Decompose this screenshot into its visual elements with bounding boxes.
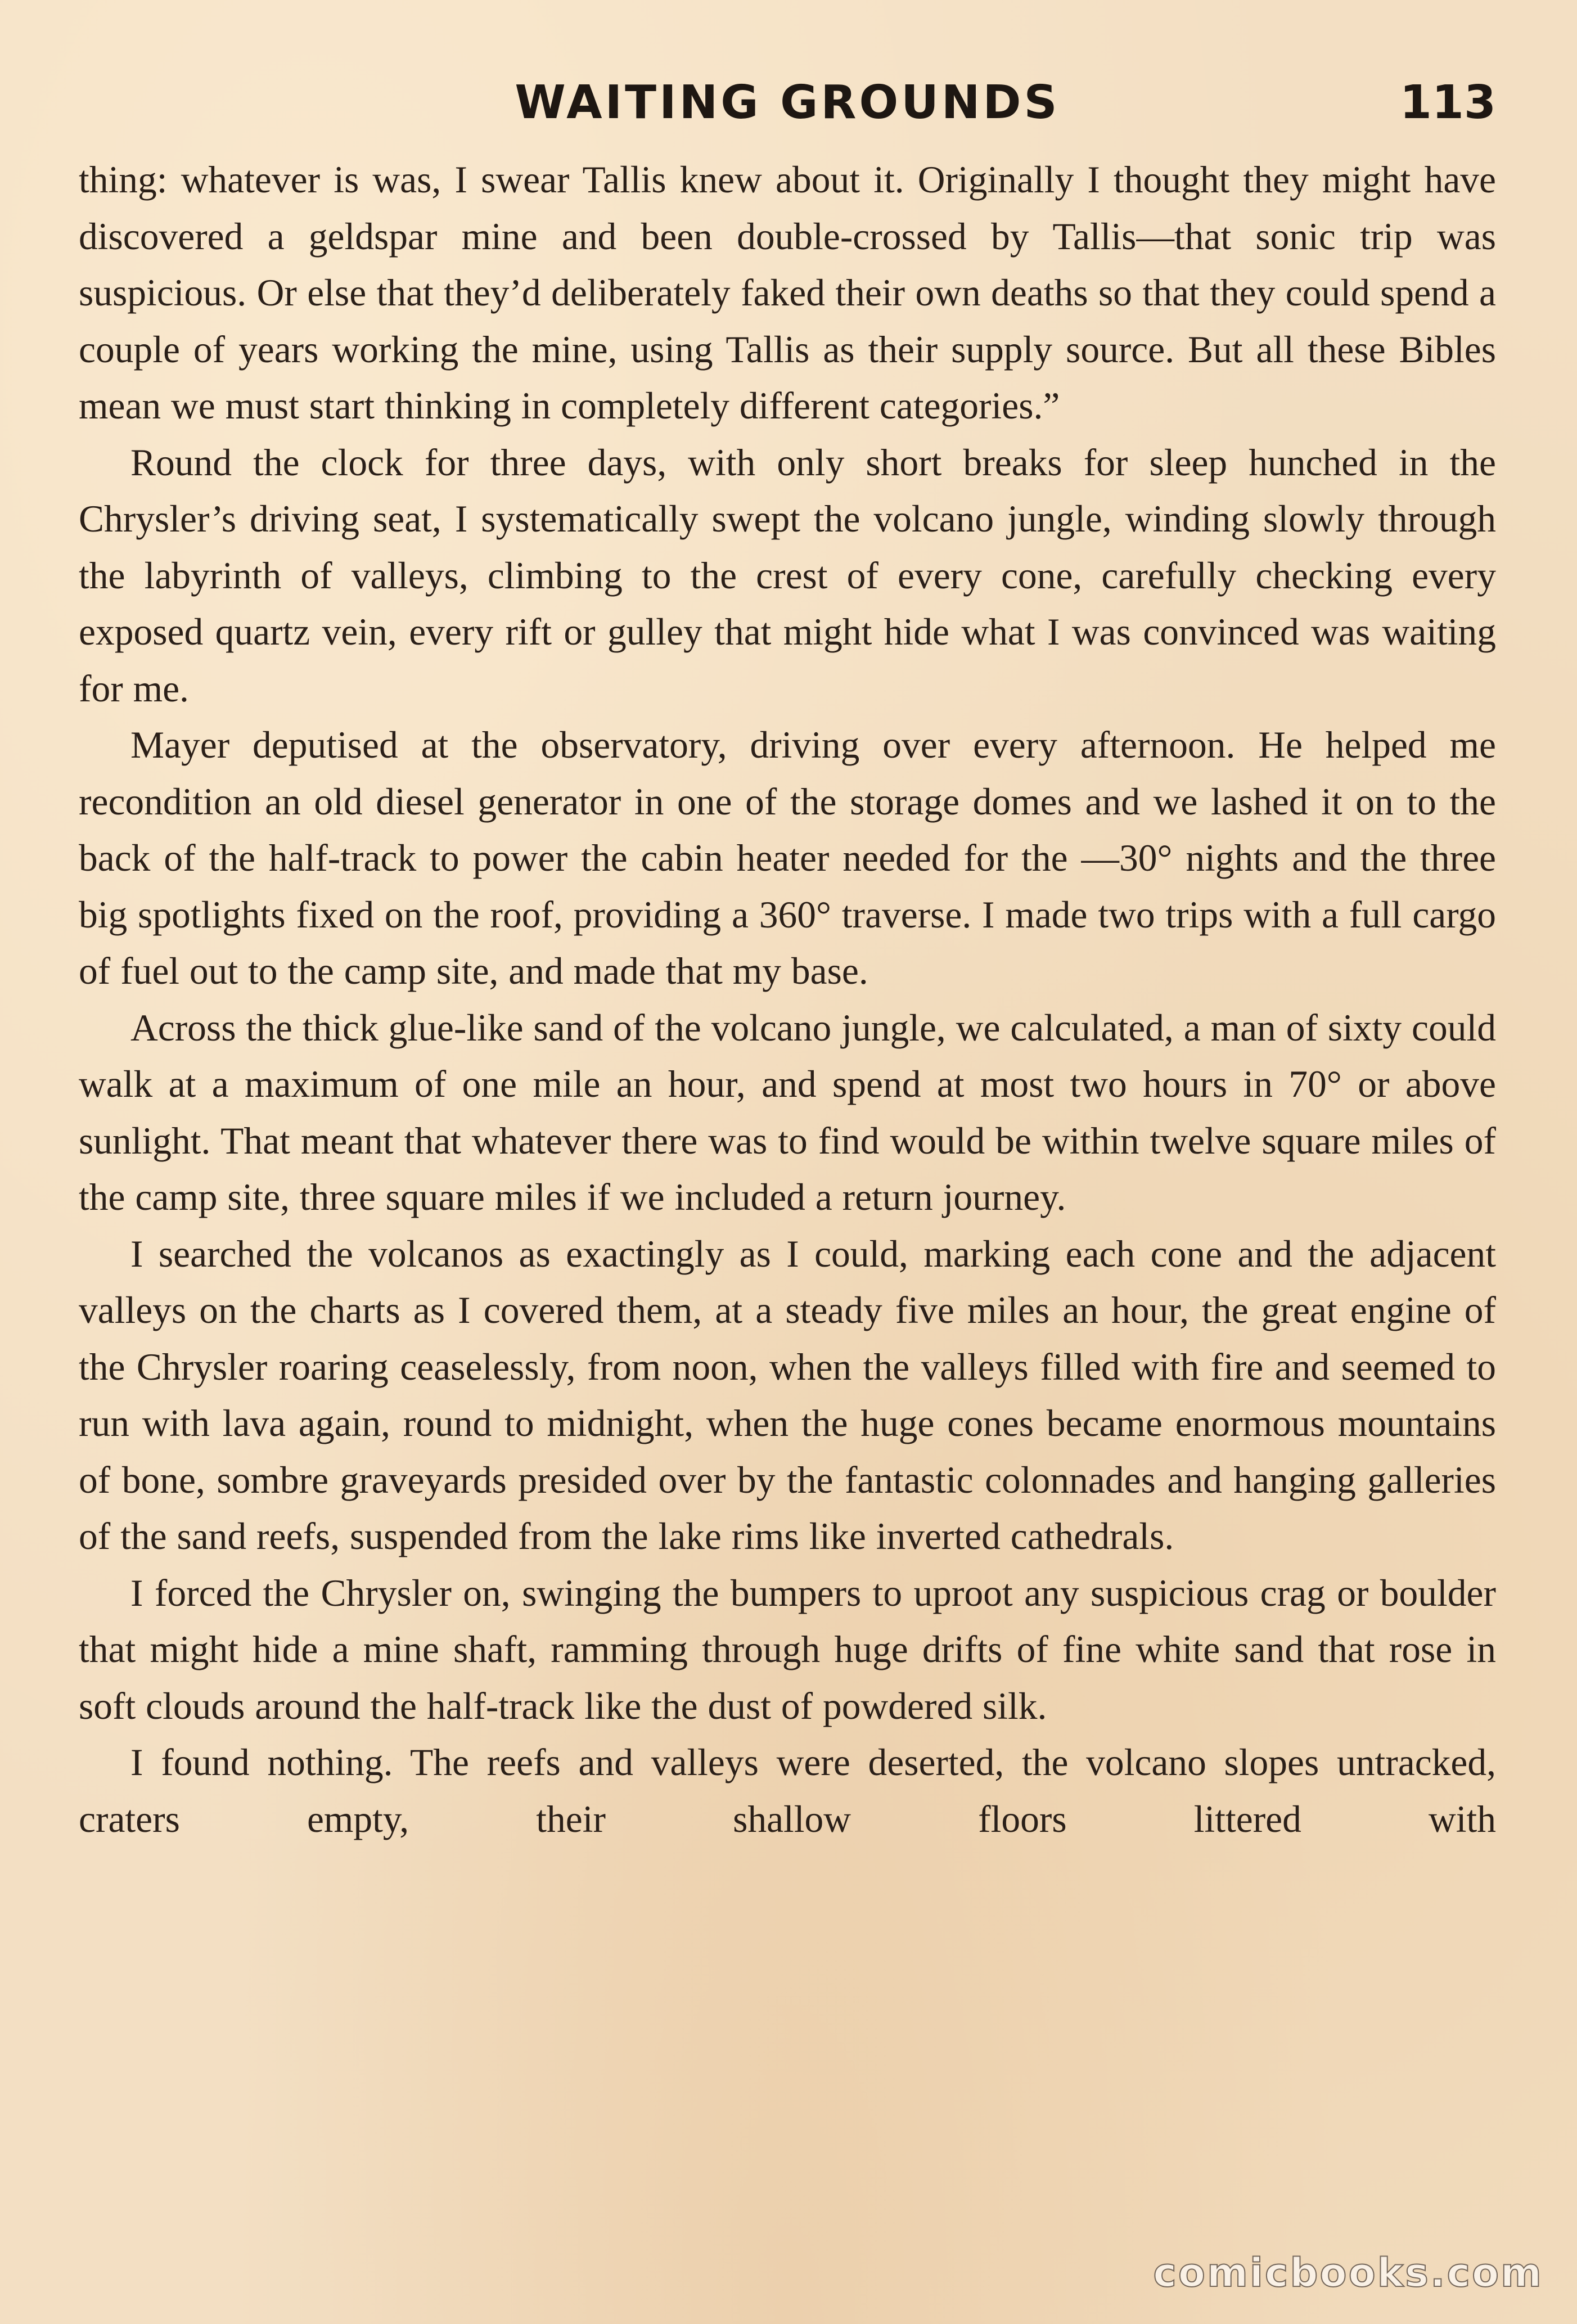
body-text — [79, 152, 1496, 1848]
paragraph: I forced the Chrysler on, swinging the bumpers to uproot any suspicious crag or boulder that might hide a mine shaft, ramming through huge drifts of fine white sand that rose in soft clouds around the half-track like the dust of powdered silk. — [79, 1571, 1496, 1727]
paragraph: Across the thick glue-like sand of the volcano jungle, we calculated, a man of sixty could walk at a maximum of one mile an hour, and spend at most two hours in 70° or above sunlight. That meant that whatever there was to find would be within twelve square miles of the camp site, three square miles if we included a return journey. — [79, 1006, 1496, 1218]
paragraph: I searched the volcanos as exactingly as I could, marking each cone and the adjacent valleys on the charts as I covered them, at a steady five miles an hour, the great engine of the Chrysler roaring ceaselessly, from noon, when the valleys filled with fire and seemed to run with lava again, round to midnight, when the huge cones became enormous mountains of bone, sombre graveyards presided over by the fantastic colonnades and hanging galleries of the sand reefs, suspended from the lake rims like inverted cathedrals. — [79, 1232, 1496, 1557]
paragraph: Round the clock for three days, with only short breaks for sleep hunched in the Chrysler’s driving seat, I systematically swept the volcano jungle, winding slowly through the labyrinth of valleys, climbing to the crest of every cone, carefully checking every exposed quartz vein, every rift or gulley that might hide what I was convinced was waiting for me. — [79, 441, 1496, 710]
paragraph: thing: whatever is was, I swear Tallis knew about it. Originally I thought they might have discovered a geldspar mine and been double-crossed by Tallis—that sonic trip was suspicious. Or else that they’d deliberately faked their own deaths so that they could spend a couple of years working the mine, using Tallis as their supply source. But all these Bibles mean we must start thinking in completely different categories.” — [79, 159, 1496, 427]
paragraph: Mayer deputised at the observatory, driving over every afternoon. He helped me recondition an old diesel generator in one of the storage domes and we lashed it on to the back of the half-track to power the cabin heater needed for the —30° nights and the three big spotlights fixed on the roof, providing a 360° traverse. I made two trips with a full cargo of fuel out to the camp site, and made that my base. — [79, 724, 1496, 992]
watermark: comicbooks.com — [1153, 2250, 1543, 2296]
paragraph: I found nothing. The reefs and valleys were deserted, the volcano slopes untracked, craters empty, their shallow floors littered with — [79, 1741, 1496, 1840]
running-header — [79, 76, 1496, 138]
page-number: 113 — [1399, 76, 1496, 129]
running-title: WAITING GROUNDS — [515, 76, 1060, 129]
